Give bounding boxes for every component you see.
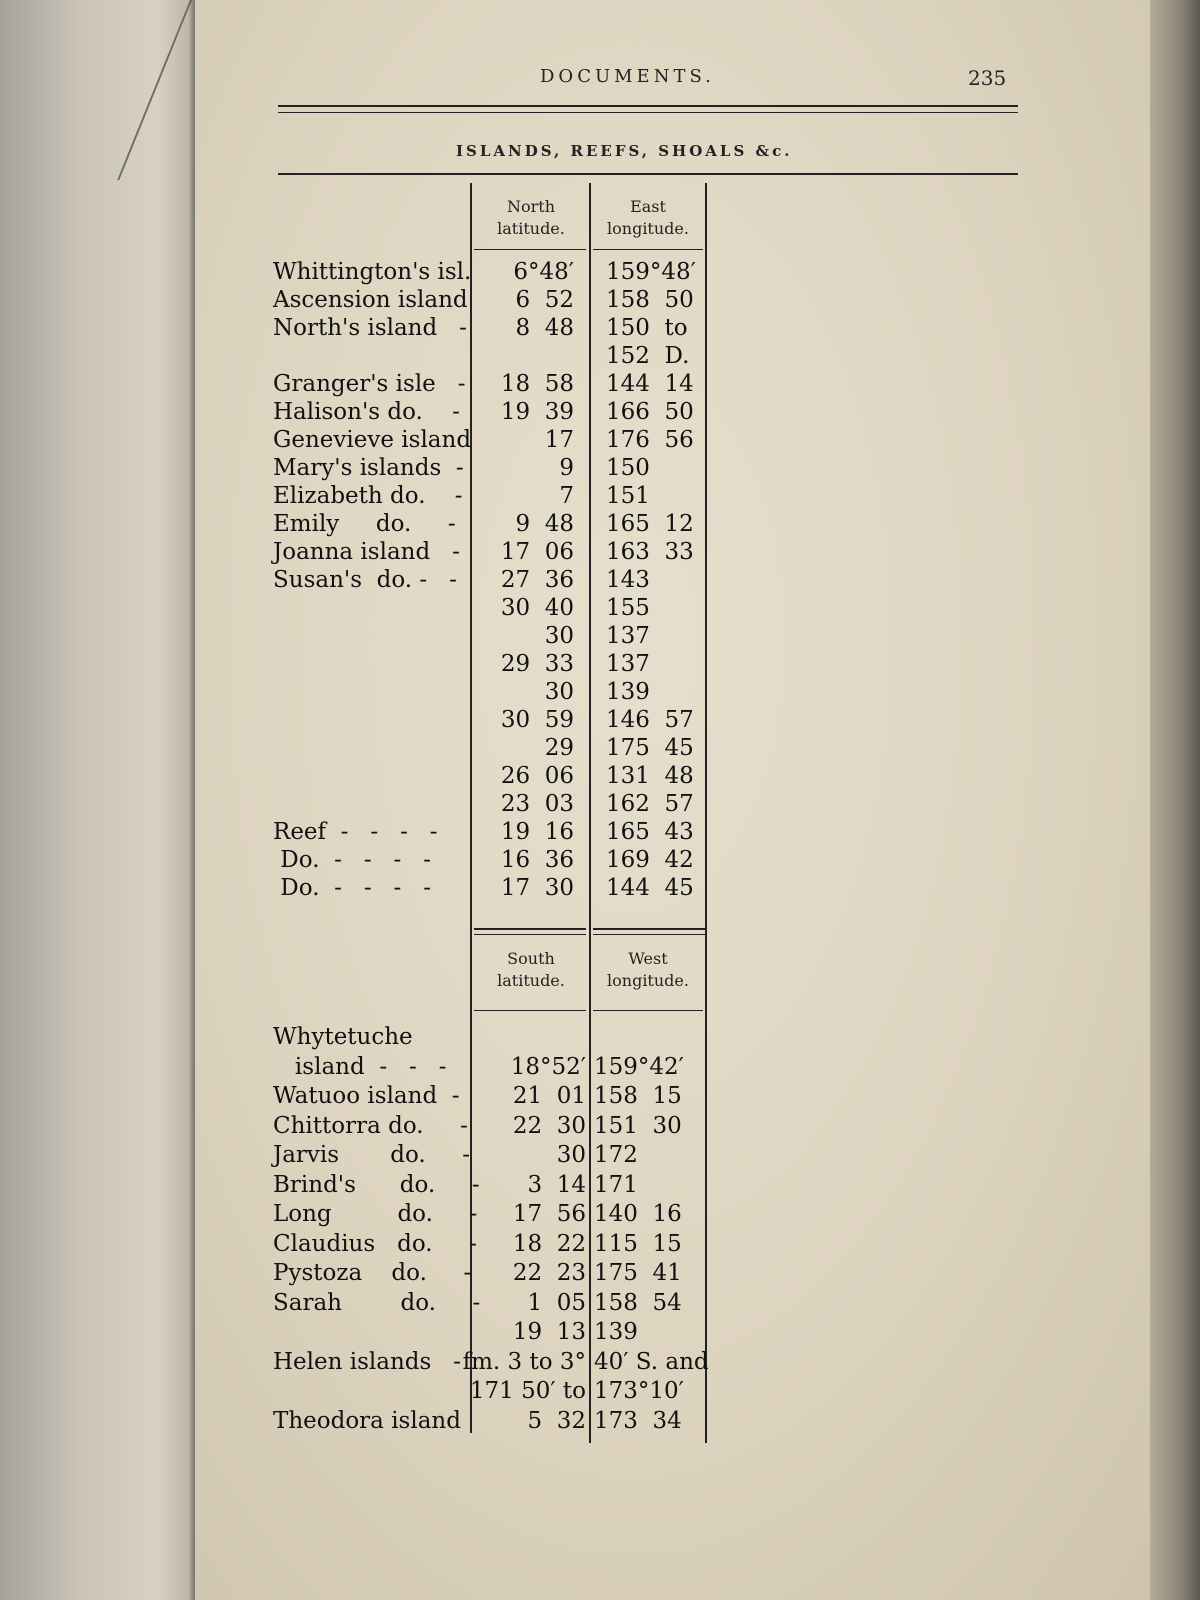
latitude-value: 29 [544, 735, 574, 761]
header-line: latitude. [497, 219, 565, 238]
longitude-value: 151 [606, 483, 650, 509]
island-name: Joanna island - [273, 539, 460, 565]
longitude-value: 158 15 [594, 1083, 682, 1109]
latitude-value: 6°48′ [513, 259, 574, 285]
island-name: Susan's do. - - [273, 567, 457, 593]
header-line: North [506, 197, 555, 216]
island-name: Genevieve island [273, 427, 472, 453]
south-latitude-header [478, 948, 584, 992]
longitude-value: 115 15 [594, 1230, 682, 1257]
longitude-value: 163 33 [606, 539, 694, 565]
latitude-value: 18 22 [512, 1230, 586, 1257]
island-name: Brind's do. - [273, 1171, 480, 1198]
island-name: Whittington's isl. [273, 259, 472, 285]
longitude-value: 139 [606, 679, 650, 705]
island-name: Theodora island [273, 1407, 461, 1434]
longitude-value: 144 45 [606, 875, 694, 901]
page-number: 235 [968, 66, 1007, 90]
latitude-value: 17 [544, 427, 574, 453]
header-line: South [507, 949, 555, 968]
island-name: Reef - - - - [273, 819, 438, 845]
island-name: Do. - - - - [273, 847, 432, 873]
section-title: ISLANDS, REEFS, SHOALS &c. [456, 142, 793, 160]
longitude-value: 162 57 [606, 791, 694, 817]
island-name: island - - - [273, 1053, 447, 1080]
longitude-value: 159°48′ [606, 259, 696, 285]
latitude-value: 30 [544, 623, 574, 649]
longitude-value: 158 54 [594, 1289, 682, 1316]
header-underline [474, 1010, 586, 1011]
latitude-value: 8 48 [515, 315, 574, 341]
latitude-value: 19 16 [500, 819, 574, 845]
column-rule-middle [589, 183, 591, 1443]
island-name: Elizabeth do. - [273, 483, 463, 509]
longitude-value: 137 [606, 651, 650, 677]
latitude-value: 9 [559, 455, 574, 481]
longitude-value: 155 [606, 595, 650, 621]
island-name: Sarah do. - [273, 1289, 481, 1316]
west-longitude-header [594, 948, 702, 992]
longitude-value: 169 42 [606, 847, 694, 873]
longitude-value: 152 D. [606, 343, 690, 369]
longitude-value: 140 16 [594, 1201, 682, 1227]
latitude-value: 17 30 [500, 875, 574, 901]
spine-mark [22, 0, 192, 180]
latitude-value: 29 33 [500, 651, 574, 677]
header-underline [593, 249, 703, 250]
longitude-value: 172 [594, 1142, 638, 1168]
island-name: Granger's isle - [273, 371, 466, 397]
latitude-value: 23 03 [500, 791, 574, 817]
longitude-value: 173 34 [594, 1407, 682, 1434]
latitude-value: 30 [544, 679, 574, 705]
latitude-value: 6 52 [515, 287, 574, 313]
latitude-value: 18°52′ [510, 1053, 586, 1080]
island-name: Halison's do. - [273, 399, 460, 425]
latitude-value: fm. 3 to 3° [462, 1348, 586, 1375]
longitude-value: 171 [594, 1171, 638, 1198]
longitude-value: 150 [606, 455, 650, 481]
latitude-value: 21 01 [512, 1083, 586, 1109]
latitude-value: 19 13 [512, 1319, 586, 1345]
header-line: longitude. [607, 219, 689, 238]
longitude-value: 143 [606, 567, 650, 593]
longitude-value: 165 12 [606, 511, 694, 537]
section-separator [593, 928, 705, 930]
longitude-value: 176 56 [606, 427, 694, 453]
longitude-value: 150 to [606, 315, 688, 341]
left-page [0, 0, 195, 1600]
east-longitude-header [594, 196, 702, 240]
longitude-value: 139 [594, 1319, 638, 1345]
latitude-value: 171 50′ to [469, 1378, 586, 1404]
latitude-value: 17 06 [500, 539, 574, 565]
latitude-value: 7 [559, 483, 574, 509]
longitude-value: 173°10′ [594, 1378, 684, 1404]
latitude-value: 18 58 [500, 371, 574, 397]
double-rule-top [278, 105, 1018, 107]
island-name: Whytetuche [273, 1024, 413, 1050]
page-edge [1150, 0, 1200, 1600]
longitude-value: 151 30 [594, 1112, 682, 1139]
island-name: Pystoza do. - [273, 1260, 472, 1286]
header-underline [593, 1010, 703, 1011]
longitude-value: 166 50 [606, 399, 694, 425]
longitude-value: 146 57 [606, 707, 694, 733]
header-line: West [628, 949, 668, 968]
longitude-value: 175 41 [594, 1260, 682, 1286]
latitude-value: 27 36 [500, 567, 574, 593]
header-line: latitude. [497, 971, 565, 990]
latitude-value: 5 32 [527, 1407, 586, 1434]
north-latitude-header [478, 196, 584, 240]
island-name: Watuoo island - [273, 1083, 460, 1109]
latitude-value: 30 59 [500, 707, 574, 733]
longitude-value: 159°42′ [594, 1053, 684, 1080]
longitude-value: 137 [606, 623, 650, 649]
header-underline [474, 249, 586, 250]
island-name: Do. - - - - [273, 875, 432, 901]
longitude-value: 131 48 [606, 763, 694, 789]
header-line: longitude. [607, 971, 689, 990]
island-name: Mary's islands - [273, 455, 464, 481]
section-separator [474, 928, 586, 930]
section-separator [474, 934, 586, 935]
running-head: DOCUMENTS. [540, 66, 715, 87]
latitude-value: 30 40 [500, 595, 574, 621]
island-name: Ascension island [273, 287, 468, 313]
latitude-value: 1 05 [527, 1289, 586, 1316]
longitude-value: 165 43 [606, 819, 694, 845]
island-name: Jarvis do. - [273, 1142, 471, 1168]
header-rule [278, 173, 1018, 175]
island-name: Emily do. - [273, 511, 456, 537]
latitude-value: 16 36 [500, 847, 574, 873]
island-name: North's island - [273, 315, 467, 341]
latitude-value: 17 56 [512, 1201, 586, 1227]
longitude-value: 175 45 [606, 735, 694, 761]
latitude-value: 19 39 [500, 399, 574, 425]
island-name: Helen islands - [273, 1348, 462, 1375]
double-rule-bottom [278, 112, 1018, 113]
island-name: Chittorra do. - [273, 1112, 468, 1139]
latitude-value: 3 14 [527, 1171, 586, 1198]
latitude-value: 26 06 [500, 763, 574, 789]
latitude-value: 30 [556, 1142, 586, 1168]
latitude-value: 22 23 [512, 1260, 586, 1286]
longitude-value: 40′ S. and [594, 1348, 709, 1375]
header-line: East [630, 197, 666, 216]
latitude-value: 9 48 [515, 511, 574, 537]
latitude-value: 22 30 [512, 1112, 586, 1139]
longitude-value: 144 14 [606, 371, 694, 397]
section-separator [593, 934, 705, 935]
column-rule-right [705, 183, 707, 1443]
island-name: Long do. - [273, 1201, 478, 1227]
island-name: Claudius do. - [273, 1230, 477, 1257]
longitude-value: 158 50 [606, 287, 694, 313]
